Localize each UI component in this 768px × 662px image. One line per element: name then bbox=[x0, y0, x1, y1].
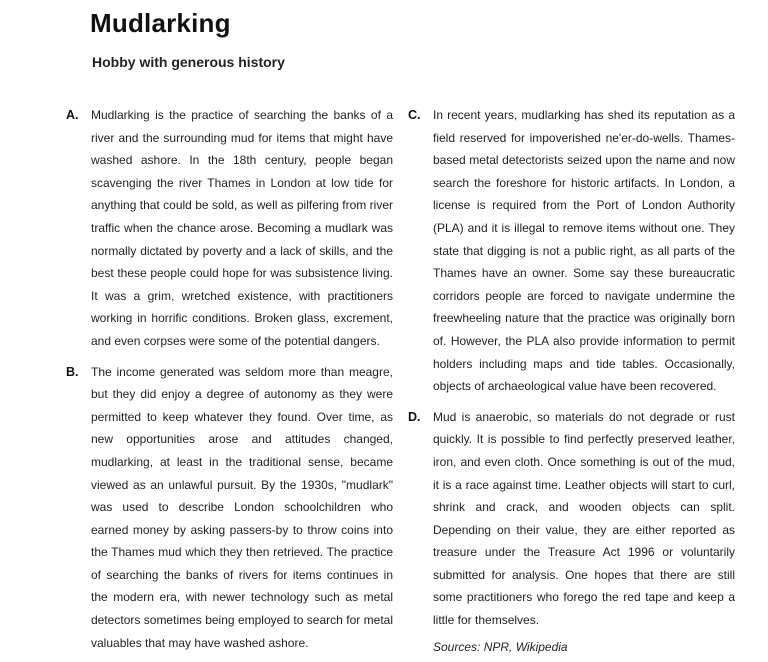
section-letter: D. bbox=[408, 409, 421, 424]
section-letter: A. bbox=[66, 108, 79, 122]
sources-note: Sources: NPR, Wikipedia bbox=[433, 639, 568, 654]
section-letter: C. bbox=[408, 108, 421, 122]
section-letter: B. bbox=[66, 364, 79, 379]
section-paragraph: Mudlarking is the practice of searching the banks of a river and the surrounding mud for items that might have washed ashore. In the 18th century, people began scavenging the river Thames in London at low tide for anything that could be sold, as well as pilfering from river traffic when the chance arose. Becoming a mudlark was normally dictated by poverty and a lack of skills, and the best these people could hope for was subsistence living. It was a grim, wretched existence, with practitioners working in horrific conditions. Broken glass, excrement, and even corpses were some of the potential dangers. bbox=[91, 108, 393, 348]
right-column bbox=[408, 104, 738, 654]
section-d bbox=[408, 406, 738, 632]
section-b bbox=[66, 361, 396, 655]
article-subtitle: Hobby with generous history bbox=[92, 54, 285, 70]
section-paragraph: The income generated was seldom more than meagre, but they did enjoy a degree of autonomy as they were permitted to keep whatever they found. Over time, as new opportunities arose and attitudes changed, mudlarking, at least in the traditional sense, became viewed as an unlawful pursuit. By the 1930s, "mudlark" was used to describe London schoolchildren who earned money by asking passers-by to throw coins into the Thames mud which they then retrieved. The practice of searching the banks of rivers for items continues in the modern era, with newer technology such as metal detectors sometimes being employed to search for metal valuables that may have washed ashore. bbox=[91, 364, 393, 650]
left-column bbox=[66, 104, 396, 662]
section-paragraph: Mud is anaerobic, so materials do not degrade or rust quickly. It is possible to find perfectly preserved leather, iron, and even cloth. Once something is out of the mud, it is a race against time. Leather objects will start to curl, shrink and crack, and wooden objects can split. Depending on their value, they are either reported as treasure under the Treasure Act 1996 or voluntarily submitted for analysis. One hopes that there are still some practitioners who forego the red tape and keep a little for themselves. bbox=[433, 409, 735, 628]
section-a bbox=[66, 104, 396, 353]
section-c bbox=[408, 104, 738, 398]
section-paragraph: In recent years, mudlarking has shed its reputation as a field reserved for impoverished ne'er-do-wells. Thames-based metal detectorists seized upon the name and now search the foreshore for historic artifacts. In London, a license is required from the Port of London Authority (PLA) and it is illegal to remove items without one. They state that digging is not a public right, as all parts of the Thames have an owner. Some say these bureaucratic corridors people are forced to navigate undermine the freewheeling nature that the practice was originally born of. However, the PLA also provide information to permit holders including maps and tide tables. Occasionally, objects of archaeological value have been recovered. bbox=[433, 108, 735, 394]
article-title: Mudlarking bbox=[90, 8, 231, 38]
